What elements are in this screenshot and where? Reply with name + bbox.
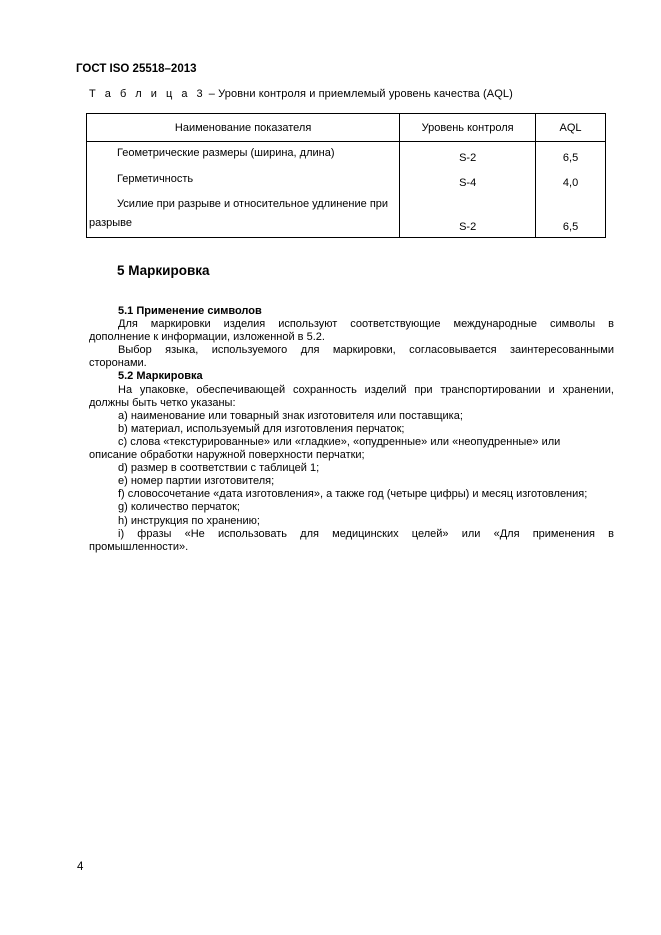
row-name [87,193,400,238]
paragraph-line: сторонами. [89,357,147,370]
column-header-aql: AQL [536,114,606,142]
paragraph-line: дополнение к информации, изложенной в 5.2. [89,331,325,344]
list-item: g) количество перчаток; [118,501,240,514]
list-item: i) фразы «Не использовать для медицинских целей» или «Для применения в [118,527,614,540]
row-aql: 4,0 [536,168,606,193]
row-name: Герметичность [87,168,400,193]
table-row [87,142,606,168]
paragraph-line: должны быть четко указаны: [89,396,236,409]
paragraph-line: Для маркировки изделия используют соответствующие международные символы в [118,318,614,331]
column-header-name: Наименование показателя [87,114,400,142]
subsection-title-5-2: 5.2 Маркировка [118,370,203,383]
column-header-level: Уровень контроля [400,114,536,142]
list-item-continuation: описание обработки наружной поверхности перчатки; [89,449,365,462]
table-caption [89,88,513,100]
aql-table [86,113,606,238]
table-row [87,168,606,193]
list-item: b) материал, используемый для изготовления перчаток; [118,422,405,435]
table-caption-text: – Уровни контроля и приемлемый уровень качества (AQL) [205,88,513,100]
list-item: c) слова «текстурированные» или «гладкие», «опудренные» или «неопудренные» или [118,435,561,448]
list-item: f) словосочетание «дата изготовления», а также год (четыре цифры) и месяц изготовления; [118,488,588,501]
section-title: 5 Маркировка [117,263,210,278]
subsection-title-5-1: 5.1 Применение символов [118,305,262,317]
row-level: S-2 [400,193,536,238]
row-name-line2: разрыве [89,216,133,229]
standard-header: ГОСТ ISO 25518–2013 [76,63,197,75]
table-caption-label: Т а б л и ц а 3 [89,88,206,100]
table-header-row [87,114,606,142]
list-item-continuation: промышленности». [89,540,189,553]
list-item: h) инструкция по хранению; [118,514,260,527]
paragraph-line: На упаковке, обеспечивающей сохранность изделий при транспортировании и хранении, [118,383,614,396]
table-row [87,193,606,238]
row-aql: 6,5 [536,193,606,238]
list-item: а) наименование или товарный знак изготовителя или поставщика; [118,409,463,422]
row-level: S-4 [400,168,536,193]
row-level: S-2 [400,142,536,168]
row-name: Геометрические размеры (ширина, длина) [87,142,400,168]
row-aql: 6,5 [536,142,606,168]
page-number: 4 [77,861,84,873]
paragraph-line: Выбор языка, используемого для маркировки, согласовывается заинтересованными [118,344,614,357]
list-item: d) размер в соответствии с таблицей 1; [118,462,320,475]
list-item: е) номер партии изготовителя; [118,475,275,488]
section-body [89,305,614,554]
row-name-line1: Усилие при разрыве и относительное удлинение при [117,197,389,210]
